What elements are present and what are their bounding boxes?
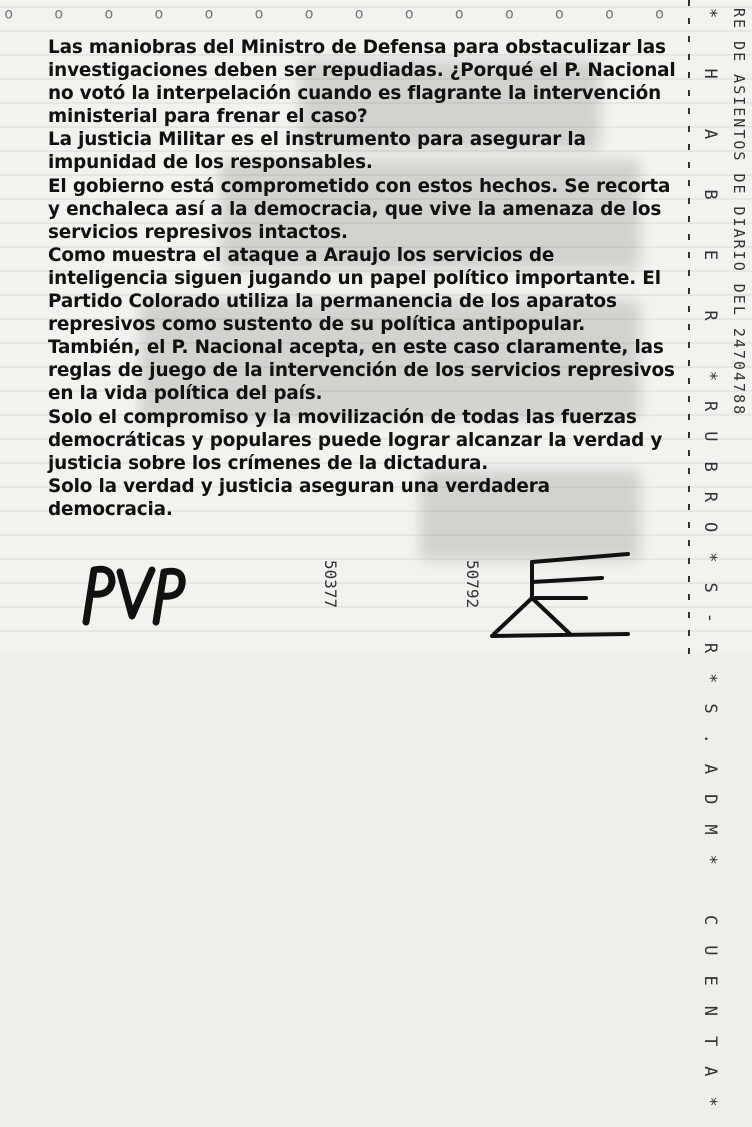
paragraph-2: La justicia Militar es el instrumento para asegurar la impunidad de los responsables. [48, 129, 586, 174]
strip-column-2: RE DE ASIENTOS DE DIARIO DEL 24704788 [730, 8, 748, 417]
paragraph-1: Las maniobras del Ministro de Defensa para obstaculizar las investigaciones deben ser repudiadas. ¿Porqué el P. Nacional no votó la interpelación cuando es flagrante la intervención ministerial para frenar el caso? [48, 37, 676, 128]
paragraph-6: Solo el compromiso y la movilización de todas las fuerzas democráticas y populares puede lograr alcanzar la verdad y justicia sobre los crímenes de la dictadura. [48, 406, 663, 474]
paragraph-4: Como muestra el ataque a Araujo los servicios de inteligencia siguen jugando un papel político importante. El Partido Colorado utiliza la permanencia de los aparatos represivos como sustento de su política antipopular. [48, 244, 661, 336]
leaflet-text [48, 36, 680, 521]
serial-right: 50792 [463, 560, 482, 609]
paragraph-3: El gobierno está comprometido con estos hechos. Se recorta y enchaleca así a la democracia, que vive la amenaza de los servicios represivos intactos. [48, 175, 671, 243]
paragraph-5: También, el P. Nacional acepta, en este caso claramente, las reglas de juego de la intervención de los servicios represivos en la vida política del país. [48, 337, 675, 405]
strip-column-1: * H A B E R *RUBRO*S-R*S.ADM* CUENTA* [700, 8, 720, 1127]
pvp-logo [76, 560, 194, 630]
paragraph-7: Solo la verdad y justicia aseguran una verdadera democracia. [48, 475, 550, 520]
accounting-strip [690, 0, 752, 1127]
tractor-feed-marks: o o o o o o o o o o o o o o [4, 6, 664, 24]
party-emblem [490, 548, 630, 640]
serial-left: 50377 [321, 560, 340, 609]
